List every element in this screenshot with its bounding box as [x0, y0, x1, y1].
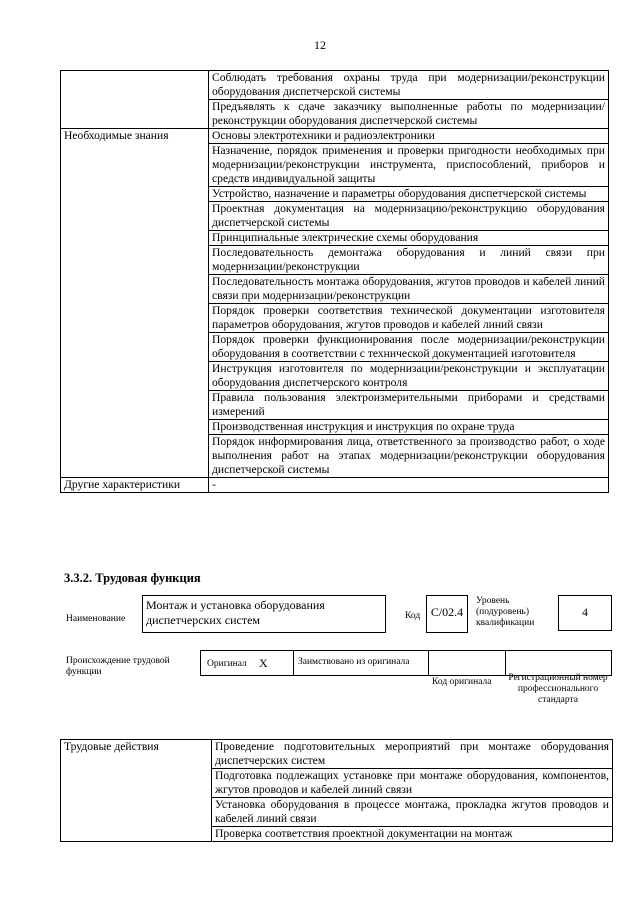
table-cell: Подготовка подлежащих установке при монтаже оборудования, компонентов, жгутов проводов и кабелей линий связи	[212, 769, 613, 798]
table-cell: Проверка соответствия проектной документации на монтаж	[212, 827, 613, 842]
row-label	[61, 71, 209, 129]
code-label: Код	[405, 611, 421, 621]
table-row	[61, 71, 609, 100]
table-cell: -	[209, 478, 609, 493]
table-cell: Соблюдать требования охраны труда при модернизации/реконструкции оборудования диспетчерской системы	[209, 71, 609, 100]
table-cell: Последовательность монтажа оборудования, жгутов проводов и кабелей линий связи при модернизации/реконструкции	[209, 275, 609, 304]
borrowed-cell	[293, 650, 429, 676]
page-number: 12	[314, 38, 326, 52]
table-cell: Основы электротехники и радиоэлектроники	[209, 129, 609, 144]
level-box: 4	[558, 595, 612, 631]
function-name-box: Монтаж и установка оборудования диспетчерских систем	[142, 595, 386, 633]
table-cell: Порядок информирования лица, ответственного за производство работ, о ходе выполнения работ на этапах модернизации/реконструкции оборудования диспетчерской системы	[209, 435, 609, 478]
table-cell: Предъявлять к сдаче заказчику выполненные работы по модернизации/реконструкции оборудования диспетчерской системы	[209, 100, 609, 129]
table-cell: Установка оборудования в процессе монтажа, прокладка жгутов проводов и кабелей линий связи	[212, 798, 613, 827]
section-heading: 3.3.2. Трудовая функция	[64, 571, 201, 585]
table-cell: Инструкция изготовителя по модернизации/реконструкции и эксплуатации оборудования диспетчерского контроля	[209, 362, 609, 391]
table-cell: Устройство, назначение и параметры оборудования диспетчерской системы	[209, 187, 609, 202]
table-cell: Последовательность демонтажа оборудования и линий связи при модернизации/реконструкции	[209, 246, 609, 275]
table-cell: Порядок проверки функционирования после модернизации/реконструкции оборудования в соответствии с технической документацией изготовителя	[209, 333, 609, 362]
level-label: Уровень (подуровень) квалификации	[476, 596, 535, 628]
table-row	[61, 740, 613, 769]
table-cell: Принципиальные электрические схемы оборудования	[209, 231, 609, 246]
table-cell: Правила пользования электроизмерительными приборами и средствами измерений	[209, 391, 609, 420]
row-label: Необходимые знания	[61, 129, 209, 478]
code-original-label: Код оригинала	[432, 677, 492, 687]
function-code-box: C/02.4	[426, 595, 468, 633]
table-cell: Производственная инструкция и инструкция по охране труда	[209, 420, 609, 435]
reg-number-label: Регистрационный номер профессионального стандарта	[508, 673, 608, 705]
original-label: Оригинал	[207, 659, 247, 669]
code-original-box	[428, 650, 506, 676]
borrowed-label: Заимствовано из оригинала	[298, 657, 410, 667]
actions-table	[60, 739, 613, 842]
original-mark: Х	[259, 656, 268, 670]
name-label: Наименование	[66, 614, 126, 624]
table-cell: Порядок проверки соответствия технической документации изготовителя параметров оборудования, жгутов проводов и кабелей линий связи	[209, 304, 609, 333]
table-cell: Проведение подготовительных мероприятий при монтаже оборудования диспетчерских систем	[212, 740, 613, 769]
table-cell: Назначение, порядок применения и проверки пригодности необходимых при модернизации/реконструкции инструмента, приспособлений, приборов и средств индивидуальной защиты	[209, 144, 609, 187]
row-label: Трудовые действия	[61, 740, 212, 842]
origin-label: Происхождение трудовой функции	[66, 656, 170, 677]
original-cell	[200, 650, 294, 676]
table-cell: Проектная документация на модернизацию/реконструкцию оборудования диспетчерской системы	[209, 202, 609, 231]
table-row	[61, 478, 609, 493]
row-label: Другие характеристики	[61, 478, 209, 493]
table-row	[61, 129, 609, 144]
knowledge-table	[60, 70, 609, 493]
